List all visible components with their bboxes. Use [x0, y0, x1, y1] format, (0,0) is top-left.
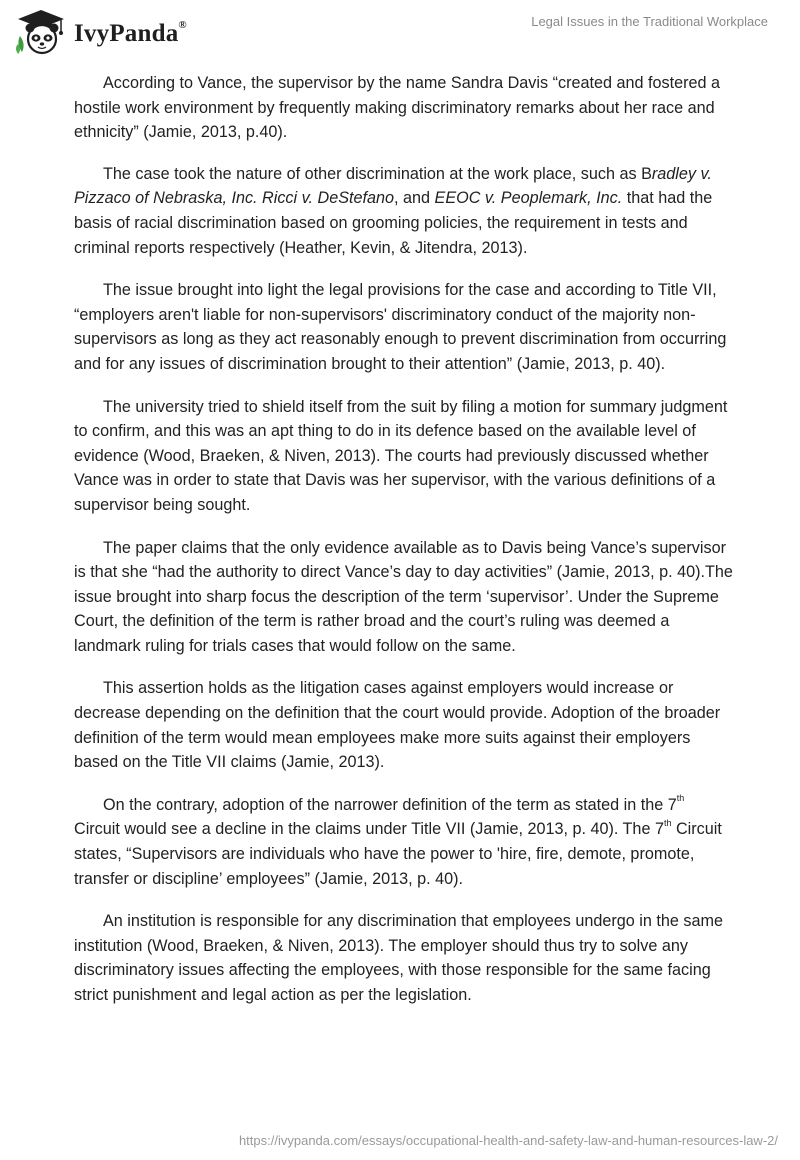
paragraph-5: The paper claims that the only evidence available as to Davis being Vance’s supervisor is that she “had the authority to direct Vance’s day to day activities” (Jamie, 2013, p. 40).The issue brought into sharp focus the description of the term ‘supervisor’. Under the Supreme Court, the definition of the term is rather broad and the court’s ruling was deemed a landmark ruling for trials cases that would follow on the same. [74, 538, 733, 655]
paragraph-1: According to Vance, the supervisor by the name Sandra Davis “created and fostered a hostile work environment by frequently making discriminatory remarks about her race and ethnicity” (Jamie, 2013, p.40). [74, 74, 720, 142]
paragraph-3: The issue brought into light the legal provisions for the case and according to Title VII, “employers aren't liable for non-supervisors' discriminatory conduct of the majority non-supervisors as long as they act reasonably enough to prevent discrimination from occurring and for any issues of discrimination brought to their attention” (Jamie, 2013, p. 40). [74, 281, 727, 373]
document-title: Legal Issues in the Traditional Workplace [531, 14, 768, 29]
paragraph-4: The university tried to shield itself from the suit by filing a motion for summary judgment to confirm, and this was an apt thing to do in its defence based on the available level of evidence (Wood, Braeken, & Niven, 2013). The courts had previously discussed whether Vance was in order to state that Davis was her supervisor, with the various definitions of a supervisor being sought. [74, 397, 728, 514]
registered-mark: ® [178, 18, 187, 31]
case-citation: Ricci v. DeStefano [262, 189, 394, 208]
panda-graduate-icon [14, 8, 68, 56]
brand-logo[interactable] [14, 8, 187, 56]
paragraph-6: This assertion holds as the litigation cases against employers would increase or decrease depending on the definition that the court would provide. Adoption of the broader definition of the term would mean employees make more suits against their employers based on the Title VII claims (Jamie, 2013). [74, 679, 721, 772]
source-url[interactable]: https://ivypanda.com/essays/occupational-health-and-safety-law-and-human-resources-law-2/ [238, 1133, 778, 1148]
paragraph-2: The case took the nature of other discrimination at the work place, such as Bradley v. Pizzaco of Nebraska, Inc. Ricci v. DeStefano, and EEOC v. Peoplemark, Inc. that had the basis of racial discrimination based on grooming policies, the requirement in tests and criminal reports respectively (Heather, Kevin, & Jitendra, 2013). [74, 164, 713, 257]
ordinal-suffix: th [663, 818, 672, 829]
brand-name: IvyPanda® [74, 18, 187, 47]
case-citation: radley v. Pizzaco of Nebraska, Inc. [74, 164, 712, 208]
essay-body [74, 71, 734, 1026]
paragraph-7: On the contrary, adoption of the narrower definition of the term as stated in the 7th Circuit would see a decline in the claims under Title VII (Jamie, 2013, p. 40). The 7th Circuit states, “Supervisors are individuals who have the power to 'hire, fire, demote, promote, transfer or discipline’ employees” (Jamie, 2013, p. 40). [74, 793, 722, 888]
paragraph-8: An institution is responsible for any discrimination that employees undergo in the same institution (Wood, Braeken, & Niven, 2013). The employer should thus try to solve any discriminatory issues affecting the employees, with those responsible for the same facing strict punishment and legal action as per the legislation. [74, 912, 723, 1004]
case-citation: EEOC v. Peoplemark, Inc. [434, 189, 623, 208]
ordinal-suffix: th [676, 793, 685, 804]
